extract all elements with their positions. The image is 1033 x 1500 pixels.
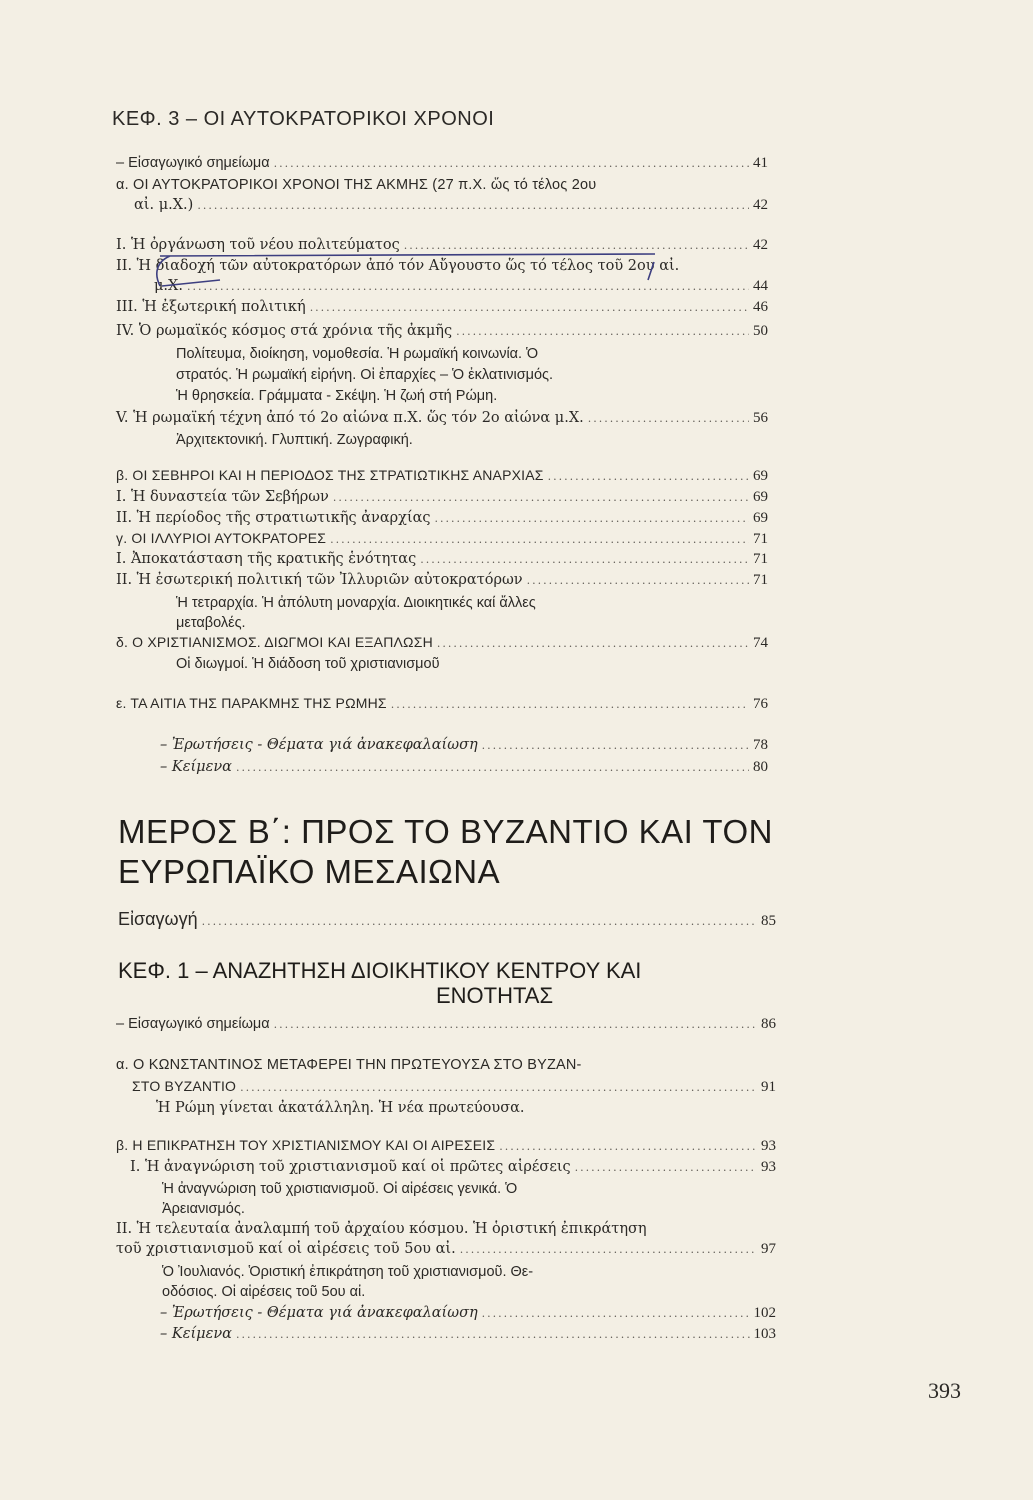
toc-subtopics: Ἡ Ρώμη γίνεται ἀκατάλληλη. Ἡ νέα πρωτεύουσα. bbox=[156, 1100, 525, 1116]
toc-entry: – Ἐρωτήσεις - Θέματα γιά ἀνακεφαλαίωση ..... 78 bbox=[160, 736, 768, 755]
part-title: ΜΕΡΟΣ Β΄: ΠΡΟΣ ΤΟ ΒΥΖΑΝΤΙΟ ΚΑΙ ΤΟΝ bbox=[118, 813, 773, 850]
toc-entry: Εἰσαγωγή ..... 85 bbox=[118, 910, 776, 931]
page-number: 393 bbox=[928, 1378, 961, 1403]
toc-entry-line: II. Ἡ τελευταία ἀναλαμπή τοῦ ἀρχαίου κόσμου. Ἡ ὁριστική ἐπικράτηση bbox=[116, 1221, 647, 1237]
toc-entry: I. Ἡ δυναστεία τῶν Σεβήρων ..... 69 bbox=[116, 488, 768, 507]
toc-subtopics: Ἀρειανισμός. bbox=[162, 1201, 245, 1217]
toc-entry: I. Ἡ ὀργάνωση τοῦ νέου πολιτεύματος ..... 42 bbox=[116, 236, 768, 255]
chapter1-title: ΚΕΦ. 1 – ΑΝΑΖΗΤΗΣΗ ΔΙΟΙΚΗΤΙΚΟΥ ΚΕΝΤΡΟΥ ΚΑΙ bbox=[118, 958, 642, 983]
toc-subtopics: Οἱ διωγμοί. Ἡ διάδοση τοῦ χριστιανισμοῦ bbox=[176, 656, 440, 672]
toc-section: γ. ΟΙ ΙΛΛΥΡΙΟΙ ΑΥΤΟΚΡΑΤΟΡΕΣ ..... 71 bbox=[116, 529, 768, 549]
toc-entry: – Ἐρωτήσεις - Θέματα γιά ἀνακεφαλαίωση ..... 102 bbox=[160, 1304, 776, 1323]
toc-subtopics: Ἡ ἀναγνώριση τοῦ χριστιανισμοῦ. Οἱ αἱρέσεις γενικά. Ὁ bbox=[162, 1181, 518, 1197]
toc-entry: I. Ἡ ἀναγνώριση τοῦ χριστιανισμοῦ καί οἱ πρῶτες αἱρέσεις ..... 93 bbox=[130, 1158, 776, 1177]
chapter1-title: ΕΝΟΤΗΤΑΣ bbox=[436, 983, 554, 1008]
toc-entry: – Κείμενα ..... 103 bbox=[160, 1325, 776, 1344]
toc-entry: I. Ἀποκατάσταση τῆς κρατικῆς ἑνότητας ..... 71 bbox=[116, 550, 768, 569]
toc-entry: τοῦ χριστιανισμοῦ καί οἱ αἱρέσεις τοῦ 5ου αἰ. ..... 97 bbox=[116, 1240, 776, 1259]
toc-section: ε. ΤΑ ΑΙΤΙΑ ΤΗΣ ΠΑΡΑΚΜΗΣ ΤΗΣ ΡΩΜΗΣ ..... 76 bbox=[116, 694, 768, 714]
toc-entry-line: II. Ἡ διαδοχή τῶν αὐτοκρατόρων ἀπό τόν Αὔγουστο ὥς τό τέλος τοῦ 2ου αἰ. bbox=[116, 258, 680, 274]
toc-entry: V. Ἡ ρωμαϊκή τέχνη ἀπό τό 2ο αἰώνα π.Χ. ὥς τόν 2ο αἰώνα μ.Χ. ..... 56 bbox=[116, 409, 768, 428]
toc-section: δ. Ο ΧΡΙΣΤΙΑΝΙΣΜΟΣ. ΔΙΩΓΜΟΙ ΚΑΙ ΕΞΑΠΛΩΣΗ ..... 74 bbox=[116, 633, 768, 653]
toc-subtopics: Ἡ τετραρχία. Ἡ ἀπόλυτη μοναρχία. Διοικητικές καί ἄλλες bbox=[176, 595, 536, 611]
toc-subtopics: οδόσιος. Οἱ αἱρέσεις τοῦ 5ου αἰ. bbox=[162, 1284, 366, 1300]
part-title: ΕΥΡΩΠΑΪΚΟ ΜΕΣΑΙΩΝΑ bbox=[118, 853, 501, 890]
toc-subtopics: Ἡ θρησκεία. Γράμματα - Σκέψη. Ἡ ζωή στή Ρώμη. bbox=[176, 388, 498, 404]
chapter3-title: ΚΕΦ. 3 – ΟΙ ΑΥΤΟΚΡΑΤΟΡΙΚΟΙ ΧΡΟΝΟΙ bbox=[112, 108, 495, 130]
toc-entry: III. Ἡ ἐξωτερική πολιτική ..... 46 bbox=[116, 298, 768, 317]
toc-section-heading: α. ΟΙ ΑΥΤΟΚΡΑΤΟΡΙΚΟΙ ΧΡΟΝΟΙ ΤΗΣ ΑΚΜΗΣ (27 π.Χ. ὥς τό τέλος 2ου bbox=[116, 177, 597, 193]
toc-entry: – Εἰσαγωγικό σημείωμα ..... 86 bbox=[116, 1015, 776, 1034]
toc-subtopics: μεταβολές. bbox=[176, 615, 246, 631]
toc-subtopics: Πολίτευμα, διοίκηση, νομοθεσία. Ἡ ρωμαϊκή κοινωνία. Ὁ bbox=[176, 346, 539, 362]
toc-subtopics: Ὁ Ἰουλιανός. Ὁριστική ἐπικράτηση τοῦ χριστιανισμοῦ. Θε- bbox=[162, 1264, 534, 1280]
toc-subtopics: Ἀρχιτεκτονική. Γλυπτική. Ζωγραφική. bbox=[176, 432, 413, 448]
toc-section: ΣΤΟ ΒΥΖΑΝΤΙΟ ..... 91 bbox=[132, 1077, 776, 1097]
toc-subtopics: στρατός. Ἡ ρωμαϊκή εἰρήνη. Οἱ ἐπαρχίες – Ὁ ἐκλατινισμός. bbox=[176, 367, 554, 383]
toc-section-heading: α. Ο ΚΩΝΣΤΑΝΤΙΝΟΣ ΜΕΤΑΦΕΡΕΙ ΤΗΝ ΠΡΩΤΕΥΟΥΣΑ ΣΤΟ ΒΥΖΑΝ- bbox=[116, 1057, 582, 1073]
toc-entry: – Εἰσαγωγικό σημείωμα ..... 41 bbox=[116, 154, 768, 173]
toc-entry: – Κείμενα ..... 80 bbox=[160, 758, 768, 777]
toc-entry: IV. Ὁ ρωμαϊκός κόσμος στά χρόνια τῆς ἀκμῆς ..... 50 bbox=[116, 322, 768, 341]
toc-entry: μ.Χ. ..... 44 bbox=[154, 277, 768, 296]
toc-entry: II. Ἡ ἐσωτερική πολιτική τῶν Ἰλλυριῶν αὐτοκρατόρων ..... 71 bbox=[116, 571, 768, 590]
toc-entry: II. Ἡ περίοδος τῆς στρατιωτικῆς ἀναρχίας ..... 69 bbox=[116, 509, 768, 528]
toc-entry: αἰ. μ.Χ.) ..... 42 bbox=[134, 196, 768, 215]
toc-section: β. Η ΕΠΙΚΡΑΤΗΣΗ ΤΟΥ ΧΡΙΣΤΙΑΝΙΣΜΟΥ ΚΑΙ ΟΙ ΑΙΡΕΣΕΙΣ ..... 93 bbox=[116, 1136, 776, 1156]
toc-section: β. ΟΙ ΣΕΒΗΡΟΙ ΚΑΙ Η ΠΕΡΙΟΔΟΣ ΤΗΣ ΣΤΡΑΤΙΩΤΙΚΗΣ ΑΝΑΡΧΙΑΣ ..... 69 bbox=[116, 466, 768, 486]
